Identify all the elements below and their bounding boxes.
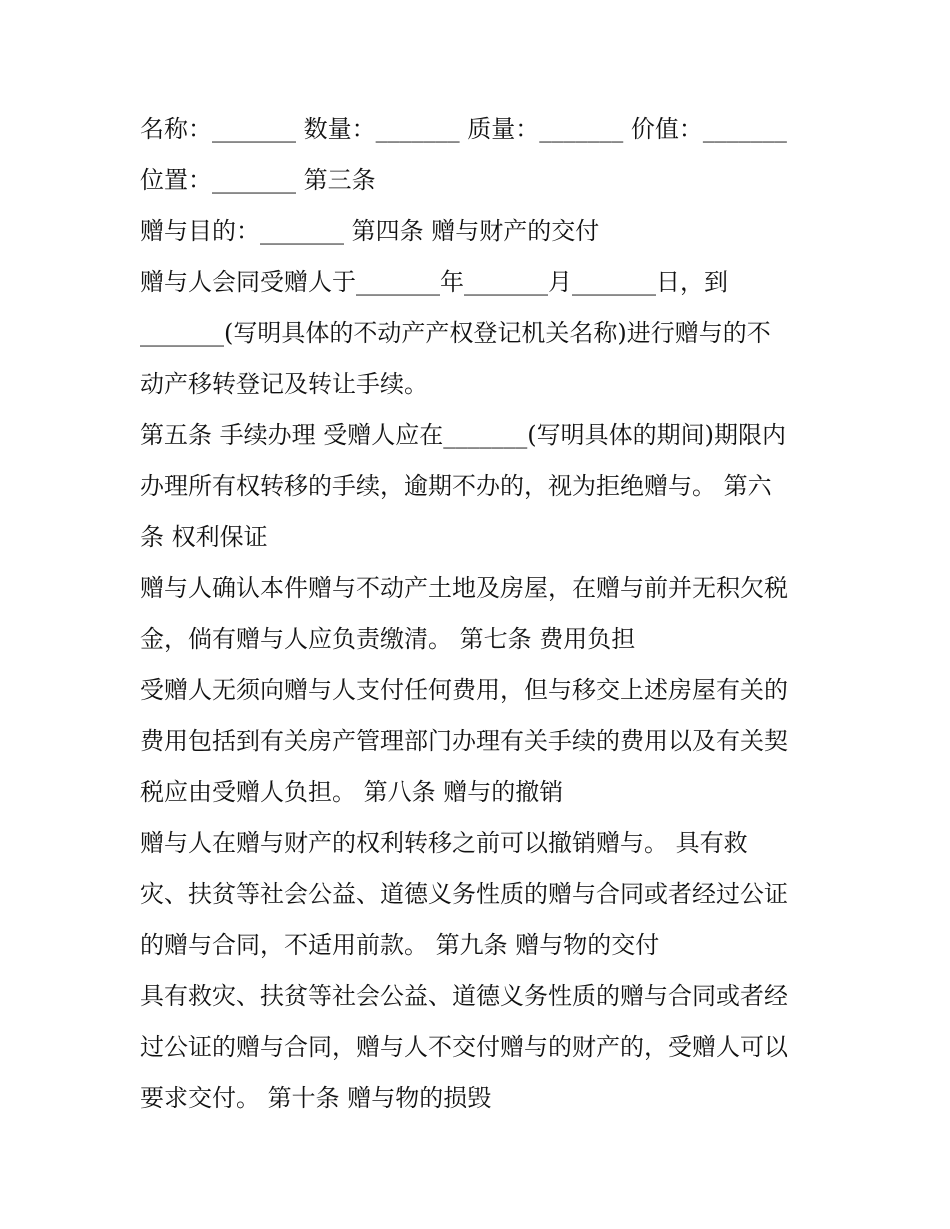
text-line: 税应由受赠人负担。 第八条 赠与的撤销: [140, 778, 564, 806]
text-line: 条 权利保证: [140, 523, 268, 551]
text-line: 动产移转登记及转让手续。: [140, 370, 428, 398]
text-line: 要求交付。 第十条 赠与物的损毁: [140, 1084, 492, 1112]
text-line: 办理所有权转移的手续，逾期不办的，视为拒绝赠与。 第六: [140, 472, 772, 500]
text-line: _______(写明具体的不动产产权登记机关名称)进行赠与的不: [140, 319, 771, 347]
text-line: 的赠与合同，不适用前款。 第九条 赠与物的交付: [140, 931, 660, 959]
text-line: 赠与人在赠与财产的权利转移之前可以撤销赠与。 具有救: [140, 829, 748, 857]
text-line: 赠与目的：_______ 第四条 赠与财产的交付: [140, 217, 600, 245]
text-line: 过公证的赠与合同，赠与人不交付赠与的财产的，受赠人可以: [140, 1033, 788, 1061]
text-line: 具有救灾、扶贫等社会公益、道德义务性质的赠与合同或者经: [140, 982, 788, 1010]
text-line: 费用包括到有关房产管理部门办理有关手续的费用以及有关契: [140, 727, 788, 755]
text-line: 名称：_______ 数量：_______ 质量：_______ 价值：_______: [140, 115, 787, 143]
document-body: [140, 104, 830, 1124]
text-line: 灾、扶贫等社会公益、道德义务性质的赠与合同或者经过公证: [140, 880, 788, 908]
text-line: 第五条 手续办理 受赠人应在_______(写明具体的期间)期限内: [140, 421, 786, 449]
text-line: 受赠人无须向赠与人支付任何费用，但与移交上述房屋有关的: [140, 676, 788, 704]
text-line: 金，倘有赠与人应负责缴清。 第七条 费用负担: [140, 625, 636, 653]
text-line: 位置：_______ 第三条: [140, 166, 376, 194]
text-line: 赠与人会同受赠人于_______年_______月_______日，到: [140, 268, 728, 296]
text-line: 赠与人确认本件赠与不动产土地及房屋，在赠与前并无积欠税: [140, 574, 788, 602]
